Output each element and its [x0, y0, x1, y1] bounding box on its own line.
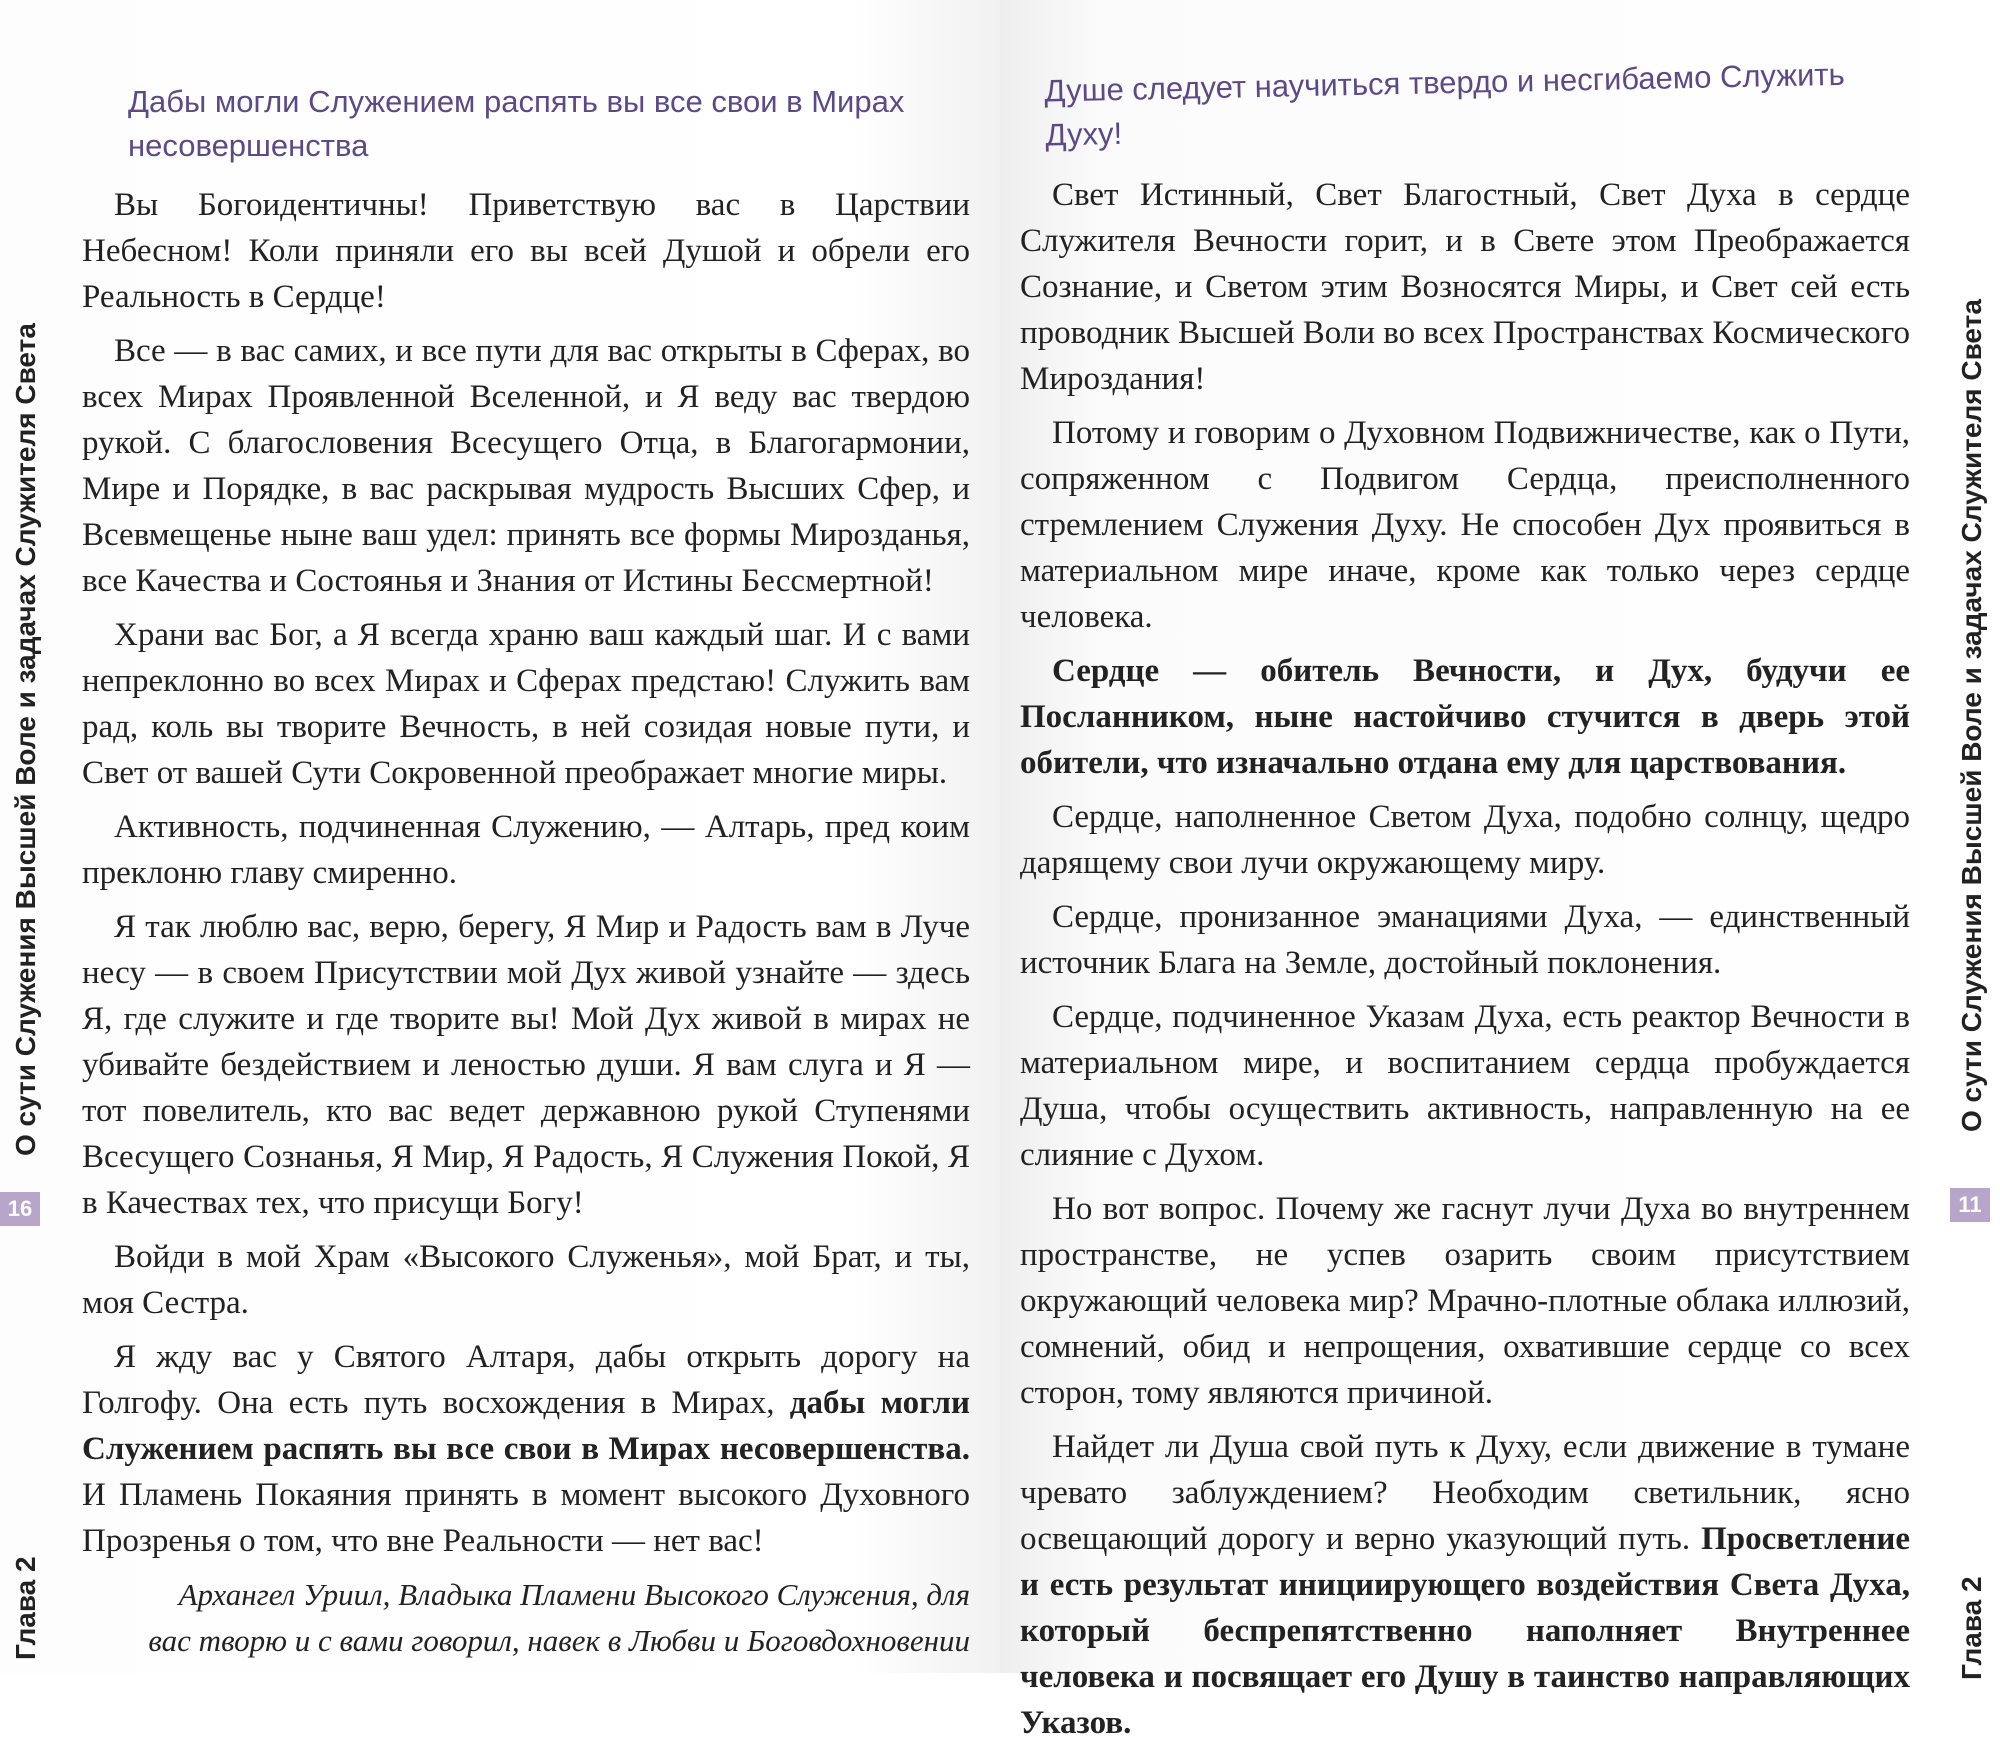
- paragraph: Войди в мой Храм «Высокого Служенья», мой Брат, и ты, моя Сестра.: [82, 1239, 970, 1321]
- right-section-heading: Душе следует научиться твердо и несгибаемо Служить Духу!: [1044, 56, 1846, 153]
- paragraph: Свет Истинный, Свет Благостный, Свет Духа в сердце Служителя Вечности горит, и в Свете этом Преображается Сознание, и Светом этим Возносятся Миры, и Свет сей есть проводник Высшей Воли во всех Пространствах Космического Мироздания!: [1020, 177, 1910, 397]
- left-chapter-label: Глава 2: [10, 1556, 41, 1660]
- left-running-title: О сути Служения Высшей Воле и задачах Служителя Света: [10, 323, 41, 1156]
- paragraph: Вы Богоидентичны! Приветствую вас в Царствии Небесном! Коли приняли его вы всей Душой и обрели его Реальность в Сердце!: [82, 187, 970, 315]
- right-running-head: [1950, 299, 2000, 1680]
- paragraph: Но вот вопрос. Почему же гаснут лучи Духа во внутреннем пространстве, не успев озарить своим присутствием окружающий человека мир? Мрачно-плотные облака иллюзий, сомнений, обид и непрощения, охватившие сердце со всех сторон, тому являются причиной.: [1020, 1191, 1910, 1411]
- paragraph-text: Найдет ли Душа свой путь к Духу, если движение в тумане чревато заблуждением? Необходим светильник, ясно освещающий дорогу и верно указующий путь.: [1020, 1429, 1910, 1557]
- left-running-head: [0, 323, 50, 1660]
- paragraph: [82, 1334, 970, 1564]
- paragraph: Сердце, наполненное Светом Духа, подобно солнцу, щедро дарящему свои лучи окружающему миру.: [1020, 799, 1910, 881]
- paragraph: Сердце, подчиненное Указам Духа, есть реактор Вечности в материальном мире, и воспитанием сердца пробуждается Душа, чтобы осуществить активность, направленную на ее слияние с Духом.: [1020, 999, 1910, 1173]
- paragraph: [1020, 648, 1910, 786]
- paragraph: [1020, 1424, 1910, 1746]
- right-page-number: 11: [1950, 1188, 1990, 1222]
- left-section-heading: Дабы могли Служением распять вы все свои в Мирах несовершенства: [128, 84, 905, 163]
- bold-emphasis: Сердце — обитель Вечности, и Дух, будучи ее Посланником, ныне настойчиво стучится в дверь этой обители, что изначально отдана ему для царствования.: [1020, 653, 1910, 781]
- paragraph: Я так люблю вас, верю, берегу, Я Мир и Радость вам в Луче несу — в своем Присутствии мой Дух живой узнайте — здесь Я, где служите и где творите вы! Мой Дух живой в мирах не убивайте бездействием и леностью души. Я вам слуга и Я — тот повелитель, кто вас ведет державною рукой Ступенями Всесущего Сознанья, Я Мир, Я Радость, Я Служения Покой, Я в Качествах тех, что присущи Богу!: [82, 909, 970, 1221]
- paragraph: Потому и говорим о Духовном Подвижничестве, как о Пути, сопряженном с Подвигом Сердца, преисполненного стремлением Служения Духу. Не способен Дух проявиться в материальном мире иначе, кроме как только через сердце человека.: [1020, 415, 1910, 635]
- left-page: [0, 0, 1000, 1673]
- bold-emphasis: Просветление и есть результат инициирующего воздействия Света Духа, который беспрепятственно наполняет Внутреннее человека и посвящает его Душу в таинство направляющих Указов.: [1020, 1521, 1910, 1741]
- left-text-column: [82, 80, 970, 1664]
- bold-emphasis: дабы могли Служением распять вы все свои в Мирах несовершенства.: [82, 1385, 970, 1467]
- paragraph-text: И Пламень Покаяния принять в момент высокого Духовного Прозренья о том, что вне Реальности — нет вас!: [82, 1477, 970, 1559]
- right-running-title: О сути Служения Высшей Воле и задачах Служителя Света: [1956, 299, 1987, 1132]
- paragraph: Все — в вас самих, и все пути для вас открыты в Сферах, во всех Мирах Проявленной Вселенной, и Я веду вас твердою рукой. С благословения Всесущего Отца, в Благогармонии, Мире и Порядке, в вас раскрывая мудрость Высших Сфер, и Всевмещенье ныне ваш удел: принять все формы Мирозданья, все Качества и Состоянья и Знания от Истины Бессмертной!: [82, 333, 970, 599]
- paragraph: Сердце, пронизанное эманациями Духа, — единственный источник Блага на Земле, достойный поклонения.: [1020, 899, 1910, 981]
- paragraph: Храни вас Бог, а Я всегда храню ваш каждый шаг. И с вами непреклонно во всех Мирах и Сферах предстаю! Служить вам рад, коль вы творите Вечность, в ней созидая новые пути, и Свет от вашей Сути Сокровенной преображает многие миры.: [82, 617, 970, 791]
- paragraph-text: Я жду вас у Святого Алтаря, дабы открыть дорогу на Голгофу. Она есть путь восхождения в Мирах,: [82, 1339, 970, 1421]
- right-text-column: [1020, 56, 1910, 1754]
- signature: Архангел Уриил, Владыка Пламени Высокого Служения, для вас творю и с вами говорил, навек в Любви и Боговдохновении: [148, 1577, 970, 1658]
- right-page: [1000, 0, 2000, 1741]
- left-page-number: 16: [0, 1192, 40, 1226]
- paragraph: Активность, подчиненная Служению, — Алтарь, пред коим преклоню главу смиренно.: [82, 809, 970, 891]
- right-chapter-label: Глава 2: [1956, 1576, 1987, 1680]
